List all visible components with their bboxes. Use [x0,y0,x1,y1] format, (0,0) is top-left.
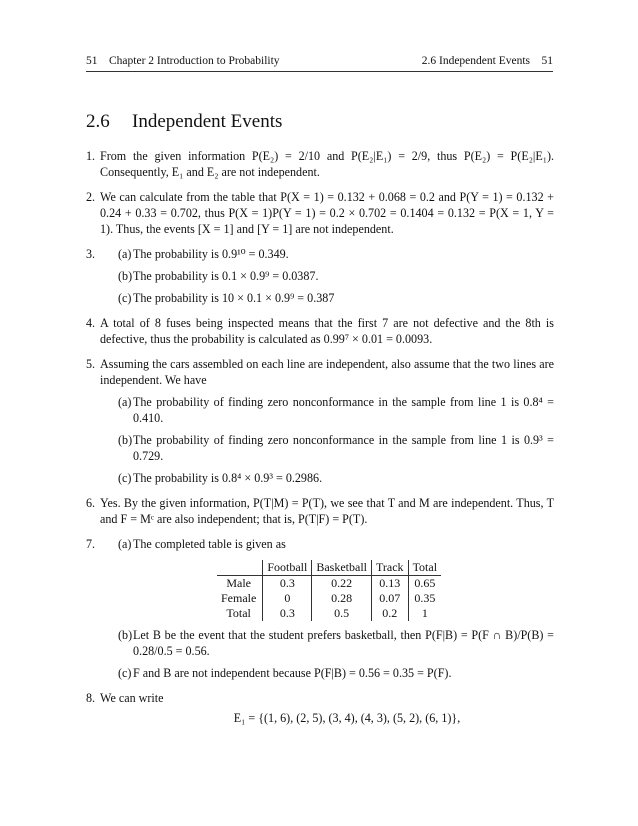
sub-marker: (b) [118,269,133,283]
table-cell: 0.3 [279,606,295,620]
sub-part [100,394,554,426]
table-row [217,576,441,592]
exercise-number: 6. [86,496,96,510]
probability-table [217,560,441,621]
table-cell: 0 [284,591,291,605]
table-cell: 0.28 [312,591,372,606]
exercise-text: From the given information P(E₂) = 2/10 and P(E₂|E₁) = 2/9, thus P(E₂) = P(E₂|E₁). Consequently, E₁ and E₂ are not independent. [100,149,554,179]
table-corner [217,560,263,576]
table-row-label: Male [217,576,263,592]
table-header: Football [263,560,312,576]
exercise-8 [86,690,554,726]
sub-part [100,536,554,552]
exercise-text: A total of 8 fuses being inspected means that the first 7 are not defective and the 8th is defective, thus the probability is calculated as 0.99⁷ × 0.01 = 0.0093. [100,316,554,346]
exercise-7 [86,536,554,681]
sub-part [100,470,554,486]
running-header [86,55,553,71]
section-heading [86,111,282,133]
exercise-2 [86,189,554,237]
sub-marker: (a) [118,247,132,261]
header-left: 51 Chapter 2 Introduction to Probability [86,55,280,67]
table-row [217,591,441,606]
sub-text: Let B be the event that the student prefers basketball, then P(F|B) = P(F ∩ B)/P(B) = 0.28/0.5 = 0.56. [133,628,554,658]
sub-marker: (b) [118,433,133,447]
table-cell: 0.2 [372,606,409,621]
exercise-1 [86,148,554,180]
exercise-number: 4. [86,316,96,330]
sub-part [100,246,554,262]
sub-text: The probability is 0.1 × 0.9⁹ = 0.0387. [133,269,319,283]
sub-part [100,290,554,306]
sub-marker: (c) [118,666,132,680]
table-cell: 0.3 [279,576,295,590]
exercise-number: 7. [86,537,96,551]
exercise-number: 1. [86,149,96,163]
table-cell: 1 [408,606,441,621]
exercise-number: 5. [86,357,96,371]
table-row-label: Female [217,591,263,606]
exercise-number: 2. [86,190,96,204]
exercise-number: 8. [86,691,96,705]
table-row [217,606,441,621]
exercise-3 [86,246,554,306]
exercise-list [86,148,554,735]
header-rule [86,71,553,72]
table-cell: 0.22 [312,576,372,592]
sub-text: The probability is 0.9¹⁰ = 0.349. [133,247,289,261]
exercise-6 [86,495,554,527]
table-cell: 0.07 [372,591,409,606]
exercise-text: We can write [100,691,164,705]
sub-text: The probability is 0.8⁴ × 0.9³ = 0.2986. [133,471,323,485]
sub-marker: (a) [118,537,132,551]
sub-text: The probability of finding zero nonconformance in the sample from line 1 is 0.8⁴ = 0.410. [133,395,554,425]
table-cell: 0.35 [408,591,441,606]
sub-marker: (c) [118,471,132,485]
table-header: Track [372,560,409,576]
table-cell: 0.5 [312,606,372,621]
exercise-number: 3. [86,247,96,261]
table-header-row [217,560,441,576]
section-title: Independent Events [132,111,283,132]
table-cell: 0.65 [408,576,441,592]
table-header: Total [408,560,441,576]
sub-part [100,268,554,284]
exercise-text: We can calculate from the table that P(X = 1) = 0.132 + 0.068 = 0.2 and P(Y = 1) = 0.132 + 0.24 + 0.33 = 0.702, thus P(X = 1)P(Y = 1) = 0.2 × 0.702 = 0.1404 = 0.132 = P(X = 1, Y = 1). Thus, the events [X = 1] and [Y = 1] are not independent. [100,190,554,236]
section-number: 2.6 [86,111,110,132]
sub-text: The completed table is given as [133,537,286,551]
sub-marker: (b) [118,628,133,642]
sub-part [100,432,554,464]
sub-part [100,665,554,681]
table-cell: 0.13 [372,576,409,592]
sub-part [100,627,554,659]
exercise-text: Yes. By the given information, P(T|M) = P(T), we see that T and M are independent. Thus, T and F = Mᶜ are also independent; that is, P(T|F) = P(T). [100,496,554,526]
header-right: 2.6 Independent Events 51 [421,55,553,67]
sub-text: The probability is 10 × 0.1 × 0.9⁹ = 0.387 [133,291,335,305]
sub-text: The probability of finding zero nonconformance in the sample from line 1 is 0.9³ = 0.729. [133,433,554,463]
sub-text: F and B are not independent because P(F|B) = 0.56 = 0.35 = P(F). [133,666,452,680]
exercise-4 [86,315,554,347]
exercise-text: Assuming the cars assembled on each line are independent, also assume that the two lines are independent. We have [100,357,554,387]
equation: E₁ = {(1, 6), (2, 5), (3, 4), (4, 3), (5, 2), (6, 1)}, [233,711,461,725]
sub-marker: (c) [118,291,132,305]
sub-marker: (a) [118,395,132,409]
table-row-label: Total [217,606,263,621]
table-header: Basketball [312,560,372,576]
exercise-5 [86,356,554,486]
